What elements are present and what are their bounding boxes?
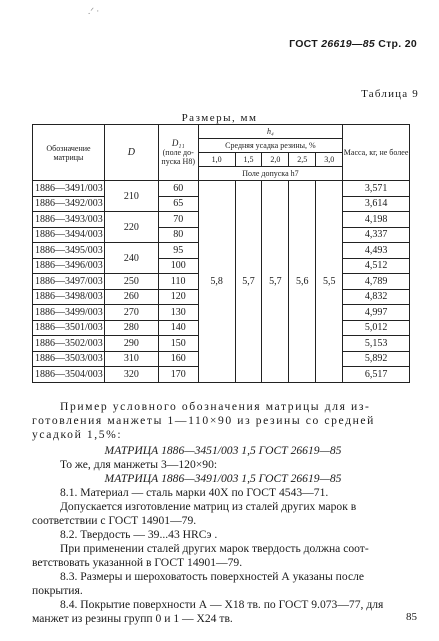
dimension-table — [32, 124, 410, 383]
designation-cell: 1886—3498/003 — [33, 289, 105, 305]
h4-cell: 5,5 — [316, 181, 343, 383]
col-d11-note: (поле до-пуска H8) — [161, 148, 195, 166]
mass-cell: 4,997 — [343, 305, 410, 321]
d11-cell: 150 — [158, 336, 198, 352]
d11-cell: 100 — [158, 258, 198, 274]
mass-cell: 5,892 — [343, 351, 410, 367]
d11-cell: 160 — [158, 351, 198, 367]
designation-cell: 1886—3504/003 — [33, 367, 105, 383]
designation-cell: 1886—3495/003 — [33, 243, 105, 259]
section-8-2: 8.2. Твердость — 39...43 HRCэ . — [60, 528, 218, 541]
d-cell: 270 — [104, 305, 158, 321]
d-cell: 220 — [104, 212, 158, 243]
d-cell: 310 — [104, 351, 158, 367]
col-d: D — [104, 125, 158, 181]
d11-cell: 110 — [158, 274, 198, 290]
header-code: 26619—85 — [321, 38, 376, 50]
page-number: 85 — [406, 611, 417, 623]
mass-cell: 3,614 — [343, 196, 410, 212]
h4-cell: 5,6 — [289, 181, 316, 383]
d11-cell: 70 — [158, 212, 198, 228]
d11-cell: 80 — [158, 227, 198, 243]
shrink-value: 2,5 — [289, 153, 316, 167]
mass-cell: 5,012 — [343, 320, 410, 336]
d11-cell: 60 — [158, 181, 198, 197]
d-cell: 280 — [104, 320, 158, 336]
shrink-value: 3,0 — [316, 153, 343, 167]
col-shrink: Средняя усадка резины, % — [198, 139, 343, 153]
example-designation-2: МАТРИЦА 1886—3491/003 1,5 ГОСТ 26619—85 — [104, 472, 342, 485]
d-cell: 240 — [104, 243, 158, 274]
designation-cell: 1886—3497/003 — [33, 274, 105, 290]
designation-cell: 1886—3492/003 — [33, 196, 105, 212]
mass-cell: 4,493 — [343, 243, 410, 259]
table-label: Таблица 9 — [361, 88, 419, 100]
section-8-3: 8.3. Размеры и шероховатость поверхностей А указаны после покрытия. — [32, 570, 365, 597]
header-prefix: ГОСТ — [289, 38, 319, 50]
col-designation: Обозначение матрицы — [33, 125, 105, 181]
d11-cell: 95 — [158, 243, 198, 259]
d11-cell: 170 — [158, 367, 198, 383]
mass-cell: 4,198 — [343, 212, 410, 228]
designation-cell: 1886—3502/003 — [33, 336, 105, 352]
col-h4: h₄ — [198, 125, 343, 139]
mass-cell: 3,571 — [343, 181, 410, 197]
section-8-4: 8.4. Покрытие поверхности А — Х18 тв. по ГОСТ 9.073—77, для манжет из резины групп 0 и 1 — Х24 тв. — [32, 598, 384, 625]
example-designation-1: МАТРИЦА 1886—3451/003 1,5 ГОСТ 26619—85 — [104, 444, 342, 457]
mass-cell: 4,512 — [343, 258, 410, 274]
designation-cell: 1886—3501/003 — [33, 320, 105, 336]
d-cell: 250 — [104, 274, 158, 290]
h4-cell: 5,8 — [198, 181, 235, 383]
h4-cell: 5,7 — [235, 181, 262, 383]
d11-cell: 130 — [158, 305, 198, 321]
mass-cell: 5,153 — [343, 336, 410, 352]
header-page: Стр. 20 — [378, 38, 417, 50]
page-header — [289, 38, 417, 50]
designation-cell: 1886—3503/003 — [33, 351, 105, 367]
scan-mark: .ᐟ · — [88, 6, 100, 16]
col-mass: Масса, кг, не более — [343, 125, 410, 181]
mass-cell: 4,789 — [343, 274, 410, 290]
d-cell: 260 — [104, 289, 158, 305]
example-intro: Пример условного обозначения матрицы для из-готовления манжеты 1—110×90 из резины со средней усадкой 1,5%: — [32, 400, 375, 441]
designation-cell: 1886—3493/003 — [33, 212, 105, 228]
mass-cell: 6,517 — [343, 367, 410, 383]
designation-cell: 1886—3496/003 — [33, 258, 105, 274]
section-8-1: 8.1. Материал — сталь марки 40Х по ГОСТ 4543—71. — [60, 486, 329, 499]
col-d11-symbol: D₁₁ — [171, 138, 185, 148]
table-row — [33, 181, 410, 197]
mass-cell: 4,832 — [343, 289, 410, 305]
designation-cell: 1886—3499/003 — [33, 305, 105, 321]
d11-cell: 65 — [158, 196, 198, 212]
designation-cell: 1886—3494/003 — [33, 227, 105, 243]
section-8-2b: При применении сталей других марок твердость должна соот-ветствовать указанной в ГОСТ 14901—79. — [32, 542, 369, 569]
same-line: То же, для манжеты 3—120×90: — [60, 458, 218, 471]
shrink-value: 1,0 — [198, 153, 235, 167]
body-text — [32, 400, 414, 626]
d-cell: 210 — [104, 181, 158, 212]
d11-cell: 120 — [158, 289, 198, 305]
shrink-value: 1,5 — [235, 153, 262, 167]
mass-cell: 4,337 — [343, 227, 410, 243]
designation-cell: 1886—3491/003 — [33, 181, 105, 197]
d-cell: 290 — [104, 336, 158, 352]
d11-cell: 140 — [158, 320, 198, 336]
h4-cell: 5,7 — [262, 181, 289, 383]
section-8-1b: Допускается изготовление матриц из сталей других марок в соответствии с ГОСТ 14901—79. — [32, 500, 357, 527]
shrink-value: 2,0 — [262, 153, 289, 167]
col-d11 — [158, 125, 198, 181]
tolerance-row: Поле допуска h7 — [198, 167, 343, 181]
d-cell: 320 — [104, 367, 158, 383]
dims-title: Размеры, мм — [181, 112, 258, 124]
